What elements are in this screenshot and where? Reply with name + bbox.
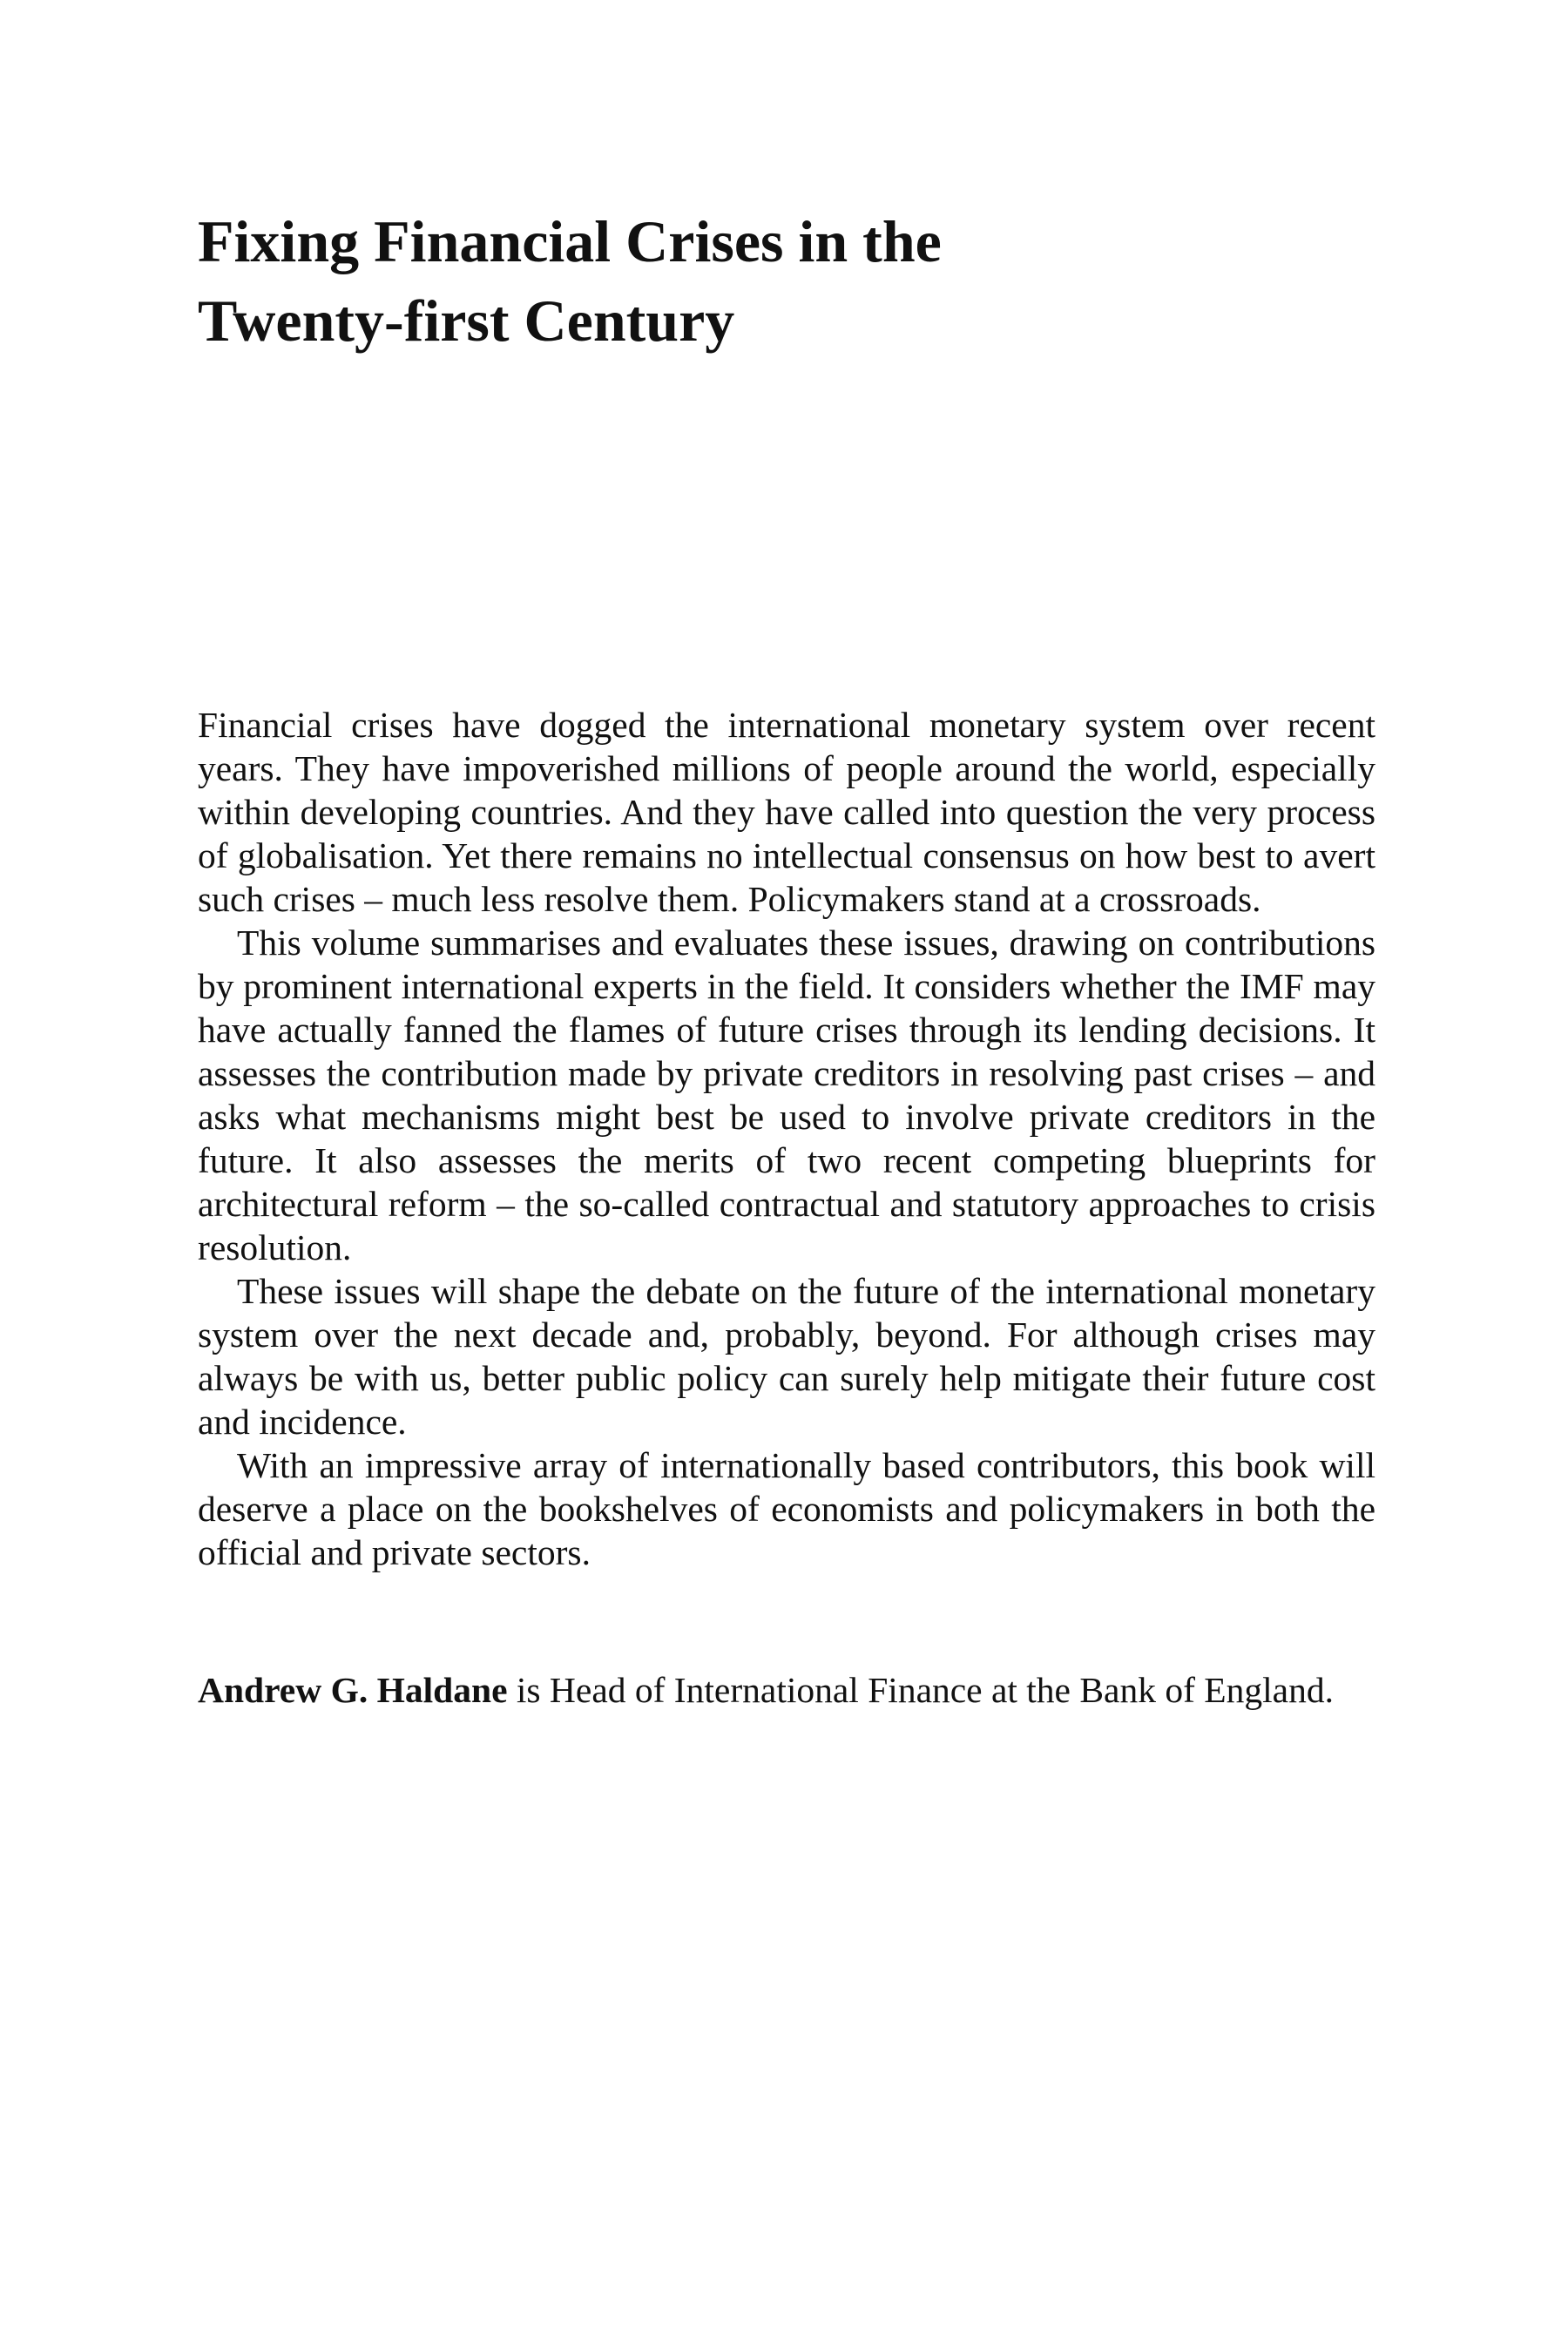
book-description (198, 703, 1375, 1574)
description-paragraph: This volume summarises and evaluates these issues, drawing on contributions by prominent international experts in the field. It considers whether the IMF may have actually fanned the flames of future crises through its lending decisions. It assesses the contribution made by private creditors in resolving past crises – and asks what mechanisms might best be used to involve private creditors in the future. It also assesses the merits of two recent competing blueprints for architectural reform – the so-called contractual and statutory approaches to crisis resolution. (198, 923, 1375, 1267)
author-description: is Head of International Finance at the Bank of England. (507, 1670, 1334, 1710)
title-line-1: Fixing Financial Crises in the (198, 208, 942, 274)
author-name: Andrew G. Haldane (198, 1670, 508, 1710)
description-paragraph: These issues will shape the debate on the future of the international monetary system over the next decade and, probably, beyond. For although crises may always be with us, better public policy can surely help mitigate their future cost and incidence. (198, 1271, 1375, 1442)
page-title (198, 202, 1374, 361)
title-line-2: Twenty-first Century (198, 287, 735, 354)
description-paragraph: Financial crises have dogged the international monetary system over recent years. They have impoverished millions of people around the world, especially within developing countries. And they have called into question the very process of globalisation. Yet there remains no intellectual consensus on how best to avert such crises – much less resolve them. Policymakers stand at a crossroads. (198, 705, 1375, 919)
description-paragraph: With an impressive array of internationally based contributors, this book will deserve a place on the bookshelves of economists and policymakers in both the official and private sectors. (198, 1445, 1375, 1572)
author-bio (198, 1668, 1375, 1712)
